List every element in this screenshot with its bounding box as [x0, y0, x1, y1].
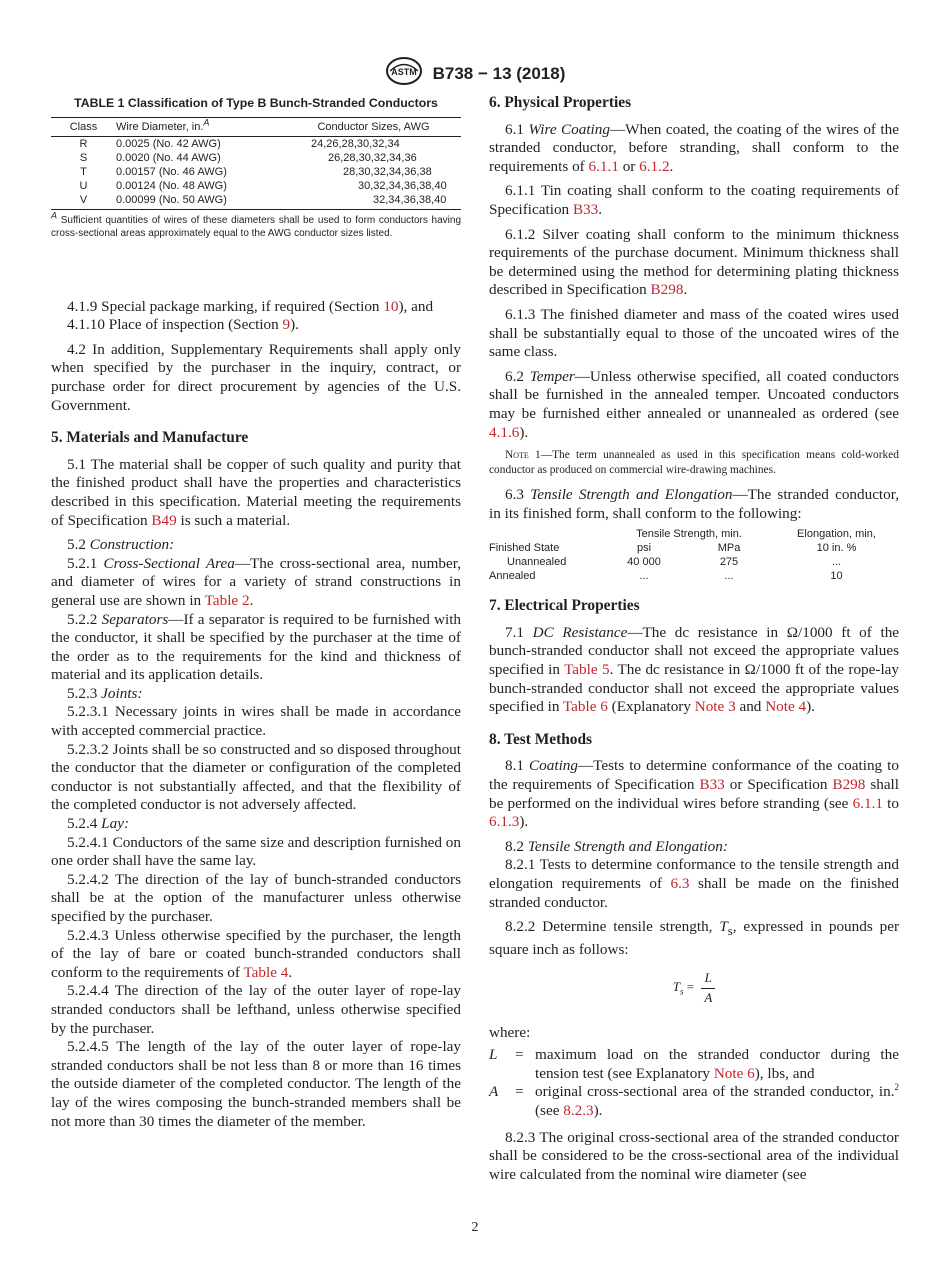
para-4-1-10: 4.1.10 Place of inspection (Section 9).	[67, 316, 299, 334]
page-number: 2	[471, 1220, 479, 1235]
section-5-heading: 5. Materials and Manufacture	[51, 429, 249, 447]
link-b33-2[interactable]: B33	[699, 776, 725, 794]
table1-title: TABLE 1 Classification of Type B Bunch-Stranded Conductors	[74, 96, 438, 110]
para-6-1-2: 6.1.2 Silver coating shall conform to the minimum thickness requirements of the purchase document. Minimum thickness shall be determined using the method for determining plating thickness described in Specification B298.	[489, 225, 899, 299]
left-column	[51, 94, 461, 1131]
link-table-2[interactable]: Table 2	[204, 591, 250, 609]
tensile-table: Tensile Strength, min. Elongation, min, Finished State psi MPa 10 in. % Unannealed 40 000 275 ... Annealed ... ... 10	[489, 527, 899, 583]
para-6-1-3: 6.1.3 The finished diameter and mass of the coated wires used shall be substantially equal to those of the uncoated wires of the same class.	[489, 305, 899, 361]
link-b49[interactable]: B49	[151, 511, 177, 529]
link-note-4[interactable]: Note 4	[765, 698, 807, 716]
para-5-2-4-5: 5.2.4.5 The length of the lay of the outer layer of rope-lay stranded conductors shall be not less than 8 or more than 16 times the outside diameter of the completed conductor. The length of the lay of the wires composing the bunch-stranded members shall be not more than 30 times the diameter of the member.	[51, 1038, 461, 1130]
section-8-heading: 8. Test Methods	[489, 730, 593, 748]
section-7-heading: 7. Electrical Properties	[489, 597, 640, 615]
link-4-1-6[interactable]: 4.1.6	[489, 423, 520, 441]
para-4-1-9: 4.1.9 Special package marking, if required (Section 10), and	[67, 297, 434, 315]
link-6-3[interactable]: 6.3	[670, 875, 690, 892]
link-b298[interactable]: B298	[650, 281, 684, 299]
where-label: where:	[489, 1023, 531, 1041]
para-5-2-4-4: 5.2.4.4 The direction of the lay of the outer layer of rope-lay stranded conductors shall be lefthand, unless otherwise specified by the purchaser.	[51, 982, 461, 1037]
para-5-1: 5.1 The material shall be copper of such quality and purity that the finished product shall have the properties and characteristics described in this specification. Material meeting the requirements of Specification B49 is such a material.	[51, 455, 461, 529]
right-column	[489, 94, 899, 1190]
table1	[51, 117, 461, 210]
para-6-2: 6.2 Temper—Unless otherwise specified, all coated conductors shall be furnished in the annealed temper. Uncoated conductors may be furnished either annealed or unannealed as ordered (see 4.1.6).	[489, 367, 900, 441]
para-6-1: 6.1 Wire Coating—When coated, the coating of the wires of the stranded conductor, before stranding, shall conform to the requirements of 6.1.1 or 6.1.2.	[489, 120, 899, 175]
svg-text:ASTM: ASTM	[390, 67, 417, 77]
para-5-2-4-3: 5.2.4.3 Unless otherwise specified by the purchaser, the length of the lay of bare or coated bunch-stranded conductors shall conform to the requirements of Table 4.	[51, 926, 461, 981]
link-6-1-2[interactable]: 6.1.2	[639, 157, 670, 175]
table1-header-diameter: Wire Diameter, in.$^A$	[116, 117, 286, 136]
para-8-1: 8.1 Coating—Tests to determine conformance of the coating to the requirements of Specification B33 or Specification B298 shall be performed on the individual wires before stranding (see 6.1.1 to 6.1.3).	[489, 757, 900, 831]
para-6-1-1: 6.1.1 Tin coating shall conform to the coating requirements of Specification B33.	[489, 182, 899, 218]
table-row: U 0.00124 (No. 48 AWG) 30,32,34,36,38,40	[79, 179, 447, 192]
para-5-2-4-2: 5.2.4.2 The direction of the lay of bunch-stranded conductors shall be at the option of the manufacturer unless otherwise specified by the purchaser.	[51, 870, 461, 925]
table-row: S 0.0020 (No. 44 AWG) 26,28,30,32,34,36	[79, 151, 417, 164]
link-b298-2[interactable]: B298	[832, 776, 866, 794]
para-5-2-3-2: 5.2.3.2 Joints shall be so constructed and so disposed throughout the conductor that the diameter or configuration of the completed conductor is not substantially affected, and that the flexibility of the completed conductor is not adversely affected.	[51, 740, 461, 814]
link-table-6[interactable]: Table 6	[562, 698, 608, 716]
link-b33[interactable]: B33	[572, 200, 599, 218]
para-6-3: 6.3 Tensile Strength and Elongation—The stranded conductor, in its finished form, shall conform to the following:	[489, 486, 899, 522]
note-1: Note 1—The term unannealed as used in this specification means cold-worked conductor as produced on commercial wire-drawing machines.	[489, 449, 899, 477]
table1-header-class: Class	[51, 117, 116, 136]
para-8-2-2: 8.2.2 Determine tensile strength, $T_s$, expressed in pounds per square inch as follows:	[489, 918, 899, 958]
table1-footnote: $^A$ Sufficient quantities of wires of these diameters shall be used to form conductors having cross-sectional areas approximately equal to the AWG conductor sizes listed.	[51, 210, 462, 239]
para-5-2-1: 5.2.1 Cross-Sectional Area—The cross-sectional area, number, and diameter of wires for a variety of strand constructions in general use are shown in Table 2.	[51, 554, 462, 609]
para-5-2-3: 5.2.3 Joints:	[67, 684, 143, 702]
definition-A: A = original cross-sectional area of the stranded conductor, in.$^2$ (see 8.2.3).	[489, 1082, 899, 1119]
para-5-2-4: 5.2.4 Lay:	[67, 815, 130, 833]
link-6-1-1-2[interactable]: 6.1.1	[852, 794, 883, 812]
link-table-4[interactable]: Table 4	[243, 963, 289, 981]
para-8-2: 8.2 Tensile Strength and Elongation:	[505, 837, 728, 855]
para-8-2-3: 8.2.3 The original cross-sectional area of the stranded conductor shall be considered to be the cross-sectional area of the individual wire calculated from the nominal wire diameter (see	[489, 1128, 899, 1183]
designation: B738 − 13 (2018)	[432, 63, 566, 83]
para-4-2: 4.2 In addition, Supplementary Requirements shall apply only when specified by the purchaser in the inquiry, contract, or purchase order for direct procurement by agencies of the U.S. Government.	[51, 340, 461, 414]
table-row: T 0.00157 (No. 46 AWG) 28,30,32,34,36,38	[80, 165, 432, 178]
link-note-3[interactable]: Note 3	[694, 698, 736, 716]
definition-L: L = maximum load on the stranded conductor during the tension test (see Explanatory Note 6), lbs, and	[489, 1046, 899, 1082]
table-row: Annealed ... ... 10	[489, 570, 843, 583]
astm-logo-icon	[385, 56, 423, 91]
finished-state-header: Finished State	[489, 542, 560, 555]
para-5-2: 5.2 Construction:	[67, 536, 175, 554]
table1-header-sizes: Conductor Sizes, AWG	[286, 117, 461, 136]
link-section-10[interactable]: 10	[383, 297, 399, 315]
para-5-2-4-1: 5.2.4.1 Conductors of the same size and description furnished on one order shall have the same lay.	[51, 833, 461, 870]
table-row: R 0.0025 (No. 42 AWG) 24,26,28,30,32,34	[79, 137, 400, 150]
table-row: Unannealed 40 000 275 ...	[507, 556, 842, 569]
link-6-1-3[interactable]: 6.1.3	[489, 813, 520, 831]
link-8-2-3[interactable]: 8.2.3	[563, 1101, 594, 1119]
para-5-2-2: 5.2.2 Separators—If a separator is required to be furnished with the conductor, it shall be specified by the purchaser at the time of the order as to the requirements for the kind and thickness of material and its application details.	[51, 610, 462, 684]
link-6-1-1[interactable]: 6.1.1	[588, 157, 619, 175]
section-6-heading: 6. Physical Properties	[489, 94, 632, 111]
link-note-6[interactable]: Note 6	[713, 1064, 755, 1082]
para-8-2-1: 8.2.1 Tests to determine conformance to the tensile strength and elongation requirements of 6.3 shall be made on the finished stranded conductor.	[489, 856, 899, 911]
link-section-9[interactable]: 9	[282, 316, 291, 334]
page-header	[0, 56, 950, 91]
elongation-header: Elongation, min,	[797, 528, 876, 541]
tensile-formula: $T_s$ = $\frac{L}{A}$	[489, 969, 899, 1007]
link-table-5[interactable]: Table 5	[564, 661, 610, 679]
para-5-2-3-1: 5.2.3.1 Necessary joints in wires shall be made in accordance with accepted commercial practice.	[51, 703, 461, 740]
para-7-1: 7.1 DC Resistance—The dc resistance in Ω/1000 ft of the bunch-stranded conductor shall not exceed the appropriate values specified in Table 5. The dc resistance in Ω/1000 ft of the rope-lay bunch-stranded conductor shall not exceed the appropriate values specified in Table 6 (Explanatory Note 3 and Note 4).	[489, 623, 900, 716]
table-row: V 0.00099 (No. 50 AWG) 32,34,36,38,40	[51, 193, 461, 210]
tensile-header: Tensile Strength, min.	[636, 528, 742, 541]
